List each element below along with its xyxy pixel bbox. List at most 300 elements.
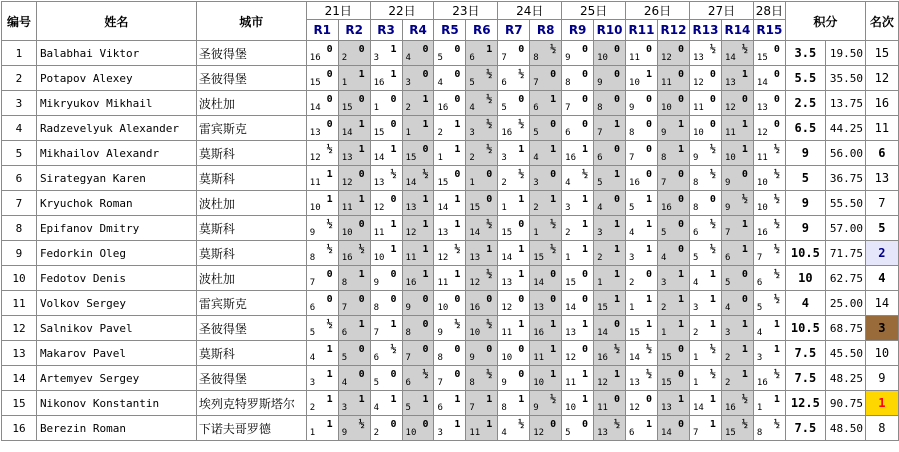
player-number: 15 <box>2 391 37 416</box>
game-result: ½ <box>518 119 525 130</box>
opponent-number: 4 <box>373 403 380 413</box>
game-result: 0 <box>614 194 621 205</box>
game-cell <box>306 116 338 141</box>
player-number: 3 <box>2 91 37 116</box>
game-result: 0 <box>422 44 429 55</box>
opponent-number: 9 <box>373 278 380 288</box>
opponent-number: 9 <box>469 353 475 363</box>
game-result: 0 <box>486 194 493 205</box>
player-tiebreak: 62.75 <box>825 266 865 291</box>
opponent-number: 8 <box>405 328 411 338</box>
opponent-number: 5 <box>437 53 443 63</box>
opponent-number: 7 <box>437 378 443 388</box>
game-cell <box>498 91 530 116</box>
player-city: 圣彼得堡 <box>196 316 306 341</box>
game-cell <box>753 366 785 391</box>
opponent-number: 15 <box>661 353 672 363</box>
opponent-number: 1 <box>373 103 380 113</box>
round-header: R9 <box>562 20 594 41</box>
game-cell <box>721 116 753 141</box>
game-result: 0 <box>645 394 653 405</box>
game-result: 0 <box>709 194 716 205</box>
game-result: 0 <box>582 119 589 130</box>
game-cell <box>402 66 434 91</box>
player-tiebreak: 57.00 <box>825 216 865 241</box>
player-tiebreak: 48.25 <box>825 366 865 391</box>
game-result: 0 <box>582 44 589 55</box>
opponent-number: 16 <box>629 178 640 188</box>
game-cell <box>626 41 658 66</box>
game-result: 1 <box>645 219 653 230</box>
game-cell <box>530 291 562 316</box>
opponent-number: 2 <box>405 103 411 113</box>
day-header: 24日 <box>498 2 562 20</box>
game-result: 0 <box>326 44 333 55</box>
game-result: 1 <box>454 219 461 230</box>
opponent-number: 15 <box>437 178 449 188</box>
game-cell <box>402 191 434 216</box>
game-cell <box>338 316 370 341</box>
round-header: R2 <box>338 20 370 41</box>
opponent-number: 12 <box>341 178 353 188</box>
game-cell <box>721 91 753 116</box>
game-result: ½ <box>358 244 365 255</box>
game-result: 1 <box>486 394 493 405</box>
player-place: 9 <box>865 366 898 391</box>
player-points: 7.5 <box>785 366 825 391</box>
game-cell <box>721 366 753 391</box>
opponent-number: 8 <box>341 278 348 288</box>
opponent-number: 1 <box>597 278 603 288</box>
opponent-number: 6 <box>437 403 443 413</box>
player-name: Artemyev Sergey <box>36 366 196 391</box>
game-cell <box>466 191 498 216</box>
player-points: 10.5 <box>785 316 825 341</box>
game-result: 0 <box>645 44 653 55</box>
opponent-number: 1 <box>341 78 348 88</box>
opponent-number: 8 <box>629 128 635 138</box>
game-cell <box>753 266 785 291</box>
game-result: 0 <box>582 419 589 430</box>
opponent-number: 14 <box>373 153 385 163</box>
game-cell <box>370 216 402 241</box>
game-result: 1 <box>390 44 397 55</box>
opponent-number: 7 <box>692 428 699 438</box>
opponent-number: 11 <box>341 203 353 213</box>
opponent-number: 11 <box>724 128 736 138</box>
game-cell <box>562 391 594 416</box>
game-result: 1 <box>709 269 716 280</box>
player-row <box>2 241 899 266</box>
opponent-number: 8 <box>597 103 603 113</box>
opponent-number: 8 <box>501 403 507 413</box>
opponent-number: 16 <box>533 328 545 338</box>
game-result: 1 <box>773 394 780 405</box>
player-row <box>2 341 899 366</box>
player-place: 7 <box>865 191 898 216</box>
game-result: 0 <box>677 369 684 380</box>
game-cell <box>594 316 626 341</box>
game-cell <box>689 191 721 216</box>
game-cell <box>721 341 753 366</box>
opponent-number: 15 <box>629 328 640 338</box>
game-cell <box>338 116 370 141</box>
game-result: 0 <box>582 69 589 80</box>
game-cell <box>434 416 466 441</box>
player-place: 16 <box>865 91 898 116</box>
opponent-number: 12 <box>629 403 640 413</box>
game-result: 1 <box>358 144 365 155</box>
game-result: 1 <box>486 44 493 55</box>
game-result: 1 <box>422 394 429 405</box>
game-result: 1 <box>358 394 365 405</box>
game-result: 1 <box>582 369 589 380</box>
opponent-number: 11 <box>565 378 576 388</box>
game-result: 1 <box>741 119 748 130</box>
game-result: 1 <box>582 319 589 330</box>
game-cell <box>338 66 370 91</box>
game-result: 1 <box>550 344 557 355</box>
game-result: 0 <box>709 69 716 80</box>
game-cell <box>402 366 434 391</box>
game-cell <box>466 341 498 366</box>
game-result: ½ <box>390 169 397 180</box>
day-header: 21日 <box>306 2 370 20</box>
opponent-number: 14 <box>533 278 545 288</box>
opponent-number: 10 <box>437 303 449 313</box>
player-city: 莫斯科 <box>196 341 306 366</box>
opponent-number: 13 <box>341 153 353 163</box>
game-cell <box>306 291 338 316</box>
game-result: ½ <box>486 269 493 280</box>
game-result: 1 <box>645 294 653 305</box>
game-cell <box>753 341 785 366</box>
game-cell <box>626 191 658 216</box>
game-cell <box>498 316 530 341</box>
opponent-number: 10 <box>405 428 417 438</box>
game-cell <box>689 391 721 416</box>
game-result: 1 <box>677 119 684 130</box>
game-result: 0 <box>358 44 365 55</box>
day-header: 25日 <box>562 2 626 20</box>
round-header: R6 <box>466 20 498 41</box>
game-result: 0 <box>390 294 397 305</box>
game-result: 1 <box>326 394 333 405</box>
game-cell <box>721 141 753 166</box>
game-result: 1 <box>358 269 365 280</box>
game-cell <box>306 41 338 66</box>
player-city: 波杜加 <box>196 191 306 216</box>
game-cell <box>466 41 498 66</box>
opponent-number: 15 <box>341 103 353 113</box>
game-cell <box>370 166 402 191</box>
game-cell <box>594 391 626 416</box>
player-city: 下诺夫哥罗德 <box>196 416 306 441</box>
opponent-number: 12 <box>597 378 608 388</box>
game-cell <box>466 416 498 441</box>
game-cell <box>530 141 562 166</box>
opponent-number: 13 <box>501 278 513 288</box>
game-cell <box>306 91 338 116</box>
opponent-number: 12 <box>692 78 704 88</box>
opponent-number: 6 <box>597 153 603 163</box>
game-result: 0 <box>614 319 621 330</box>
round-header: R11 <box>626 20 658 41</box>
game-cell <box>434 41 466 66</box>
player-row <box>2 191 899 216</box>
game-result: 1 <box>454 119 461 130</box>
game-result: ½ <box>741 44 748 55</box>
opponent-number: 1 <box>533 228 539 238</box>
game-result: 0 <box>390 119 397 130</box>
opponent-number: 6 <box>373 353 380 363</box>
crosstable <box>1 1 899 441</box>
game-result: 0 <box>486 294 493 305</box>
game-cell <box>530 341 562 366</box>
game-cell <box>306 416 338 441</box>
game-result: ½ <box>486 119 493 130</box>
opponent-number: 9 <box>501 378 507 388</box>
game-cell <box>498 41 530 66</box>
opponent-number: 13 <box>437 228 449 238</box>
player-row <box>2 291 899 316</box>
player-city: 埃列克特罗斯塔尔 <box>196 391 306 416</box>
opponent-number: 12 <box>309 153 321 163</box>
game-cell <box>306 241 338 266</box>
game-cell <box>689 116 721 141</box>
opponent-number: 15 <box>533 253 545 263</box>
opponent-number: 14 <box>341 128 353 138</box>
opponent-number: 7 <box>405 353 411 363</box>
game-cell <box>370 391 402 416</box>
opponent-number: 16 <box>501 128 513 138</box>
game-result: 1 <box>454 269 461 280</box>
game-result: 0 <box>326 69 333 80</box>
game-result: 0 <box>390 269 397 280</box>
game-cell <box>498 291 530 316</box>
game-cell <box>562 416 594 441</box>
game-cell <box>626 391 658 416</box>
game-cell <box>562 241 594 266</box>
game-cell <box>562 216 594 241</box>
player-place: 10 <box>865 341 898 366</box>
header-city: 城市 <box>196 2 306 41</box>
round-header: R13 <box>689 20 721 41</box>
opponent-number: 16 <box>405 278 417 288</box>
opponent-number: 2 <box>692 328 699 338</box>
opponent-number: 14 <box>756 78 768 88</box>
game-cell <box>338 41 370 66</box>
opponent-number: 3 <box>533 178 539 188</box>
opponent-number: 4 <box>341 378 348 388</box>
player-number: 2 <box>2 66 37 91</box>
opponent-number: 1 <box>501 203 507 213</box>
game-result: 1 <box>422 244 429 255</box>
game-result: 1 <box>677 294 684 305</box>
game-result: 1 <box>518 269 525 280</box>
opponent-number: 10 <box>341 228 353 238</box>
opponent-number: 13 <box>629 378 640 388</box>
game-cell <box>562 366 594 391</box>
opponent-number: 13 <box>692 53 704 63</box>
opponent-number: 1 <box>756 403 763 413</box>
game-result: 1 <box>614 244 621 255</box>
opponent-number: 3 <box>565 203 571 213</box>
game-result: ½ <box>741 419 748 430</box>
round-header: R4 <box>402 20 434 41</box>
game-cell <box>658 241 690 266</box>
game-result: 1 <box>677 269 684 280</box>
game-result: 1 <box>550 94 557 105</box>
game-result: 1 <box>326 369 333 380</box>
game-result: 0 <box>486 169 493 180</box>
round-header: R12 <box>658 20 690 41</box>
opponent-number: 11 <box>309 178 321 188</box>
game-cell <box>594 241 626 266</box>
opponent-number: 13 <box>661 403 672 413</box>
opponent-number: 3 <box>373 53 380 63</box>
opponent-number: 7 <box>341 303 348 313</box>
game-cell <box>562 91 594 116</box>
opponent-number: 7 <box>309 278 316 288</box>
game-result: ½ <box>422 369 429 380</box>
game-result: 1 <box>358 194 365 205</box>
opponent-number: 7 <box>501 53 507 63</box>
game-cell <box>658 141 690 166</box>
player-city: 莫斯科 <box>196 241 306 266</box>
player-city: 圣彼得堡 <box>196 366 306 391</box>
game-cell <box>689 416 721 441</box>
player-number: 9 <box>2 241 37 266</box>
game-cell <box>466 266 498 291</box>
game-cell <box>402 166 434 191</box>
game-cell <box>370 316 402 341</box>
opponent-number: 4 <box>597 203 603 213</box>
opponent-number: 14 <box>437 203 449 213</box>
opponent-number: 6 <box>756 278 763 288</box>
player-row <box>2 266 899 291</box>
opponent-number: 9 <box>661 128 667 138</box>
game-cell <box>658 41 690 66</box>
opponent-number: 8 <box>437 353 443 363</box>
game-cell <box>498 416 530 441</box>
opponent-number: 16 <box>309 53 321 63</box>
opponent-number: 8 <box>692 203 699 213</box>
game-result: ½ <box>741 194 748 205</box>
game-result: 1 <box>390 69 397 80</box>
round-header: R1 <box>306 20 338 41</box>
player-number: 10 <box>2 266 37 291</box>
game-result: 0 <box>390 419 397 430</box>
game-result: 0 <box>422 69 429 80</box>
game-result: 1 <box>454 419 461 430</box>
game-result: 0 <box>582 94 589 105</box>
player-points: 9 <box>785 141 825 166</box>
round-header: R14 <box>721 20 753 41</box>
player-name: Mikhailov Alexandr <box>36 141 196 166</box>
game-cell <box>402 91 434 116</box>
game-result: 0 <box>614 94 621 105</box>
opponent-number: 5 <box>565 428 571 438</box>
player-name: Fedorkin Oleg <box>36 241 196 266</box>
game-cell <box>434 66 466 91</box>
game-cell <box>721 291 753 316</box>
game-result: 0 <box>677 344 684 355</box>
opponent-number: 14 <box>692 403 704 413</box>
game-result: 0 <box>454 369 461 380</box>
opponent-number: 14 <box>469 228 481 238</box>
game-cell <box>562 116 594 141</box>
opponent-number: 10 <box>597 53 608 63</box>
game-result: 0 <box>709 119 716 130</box>
opponent-number: 15 <box>565 278 576 288</box>
opponent-number: 10 <box>756 203 768 213</box>
game-cell <box>594 366 626 391</box>
player-row <box>2 391 899 416</box>
opponent-number: 2 <box>724 353 731 363</box>
game-result: 1 <box>518 144 525 155</box>
game-result: 0 <box>422 419 429 430</box>
opponent-number: 14 <box>309 103 321 113</box>
game-cell <box>689 366 721 391</box>
game-result: 1 <box>422 119 429 130</box>
opponent-number: 9 <box>692 153 699 163</box>
game-cell <box>626 366 658 391</box>
game-cell <box>466 241 498 266</box>
game-result: 0 <box>614 144 621 155</box>
opponent-number: 3 <box>501 153 507 163</box>
game-cell <box>753 291 785 316</box>
opponent-number: 5 <box>309 328 316 338</box>
opponent-number: 2 <box>437 128 443 138</box>
opponent-number: 4 <box>724 303 731 313</box>
game-cell <box>658 66 690 91</box>
game-cell <box>370 341 402 366</box>
game-cell <box>594 116 626 141</box>
opponent-number: 13 <box>597 428 608 438</box>
player-name: Nikonov Konstantin <box>36 391 196 416</box>
player-name: Salnikov Pavel <box>36 316 196 341</box>
game-cell <box>530 41 562 66</box>
opponent-number: 10 <box>373 253 385 263</box>
game-cell <box>594 266 626 291</box>
game-cell <box>721 41 753 66</box>
game-result: ½ <box>645 344 653 355</box>
game-cell <box>626 241 658 266</box>
game-cell <box>530 191 562 216</box>
game-cell <box>530 366 562 391</box>
opponent-number: 3 <box>341 403 348 413</box>
game-result: ½ <box>486 319 493 330</box>
game-cell <box>530 91 562 116</box>
opponent-number: 9 <box>597 78 603 88</box>
game-result: 0 <box>645 269 653 280</box>
game-result: 1 <box>454 394 461 405</box>
player-name: Fedotov Denis <box>36 266 196 291</box>
game-cell <box>753 391 785 416</box>
game-cell <box>306 141 338 166</box>
player-points: 4 <box>785 291 825 316</box>
game-result: ½ <box>773 194 780 205</box>
game-cell <box>753 116 785 141</box>
opponent-number: 10 <box>629 78 640 88</box>
game-result: ½ <box>486 144 493 155</box>
game-result: ½ <box>614 344 621 355</box>
opponent-number: 7 <box>373 328 380 338</box>
player-tiebreak: 25.00 <box>825 291 865 316</box>
game-result: 1 <box>486 419 493 430</box>
game-result: 1 <box>422 219 429 230</box>
